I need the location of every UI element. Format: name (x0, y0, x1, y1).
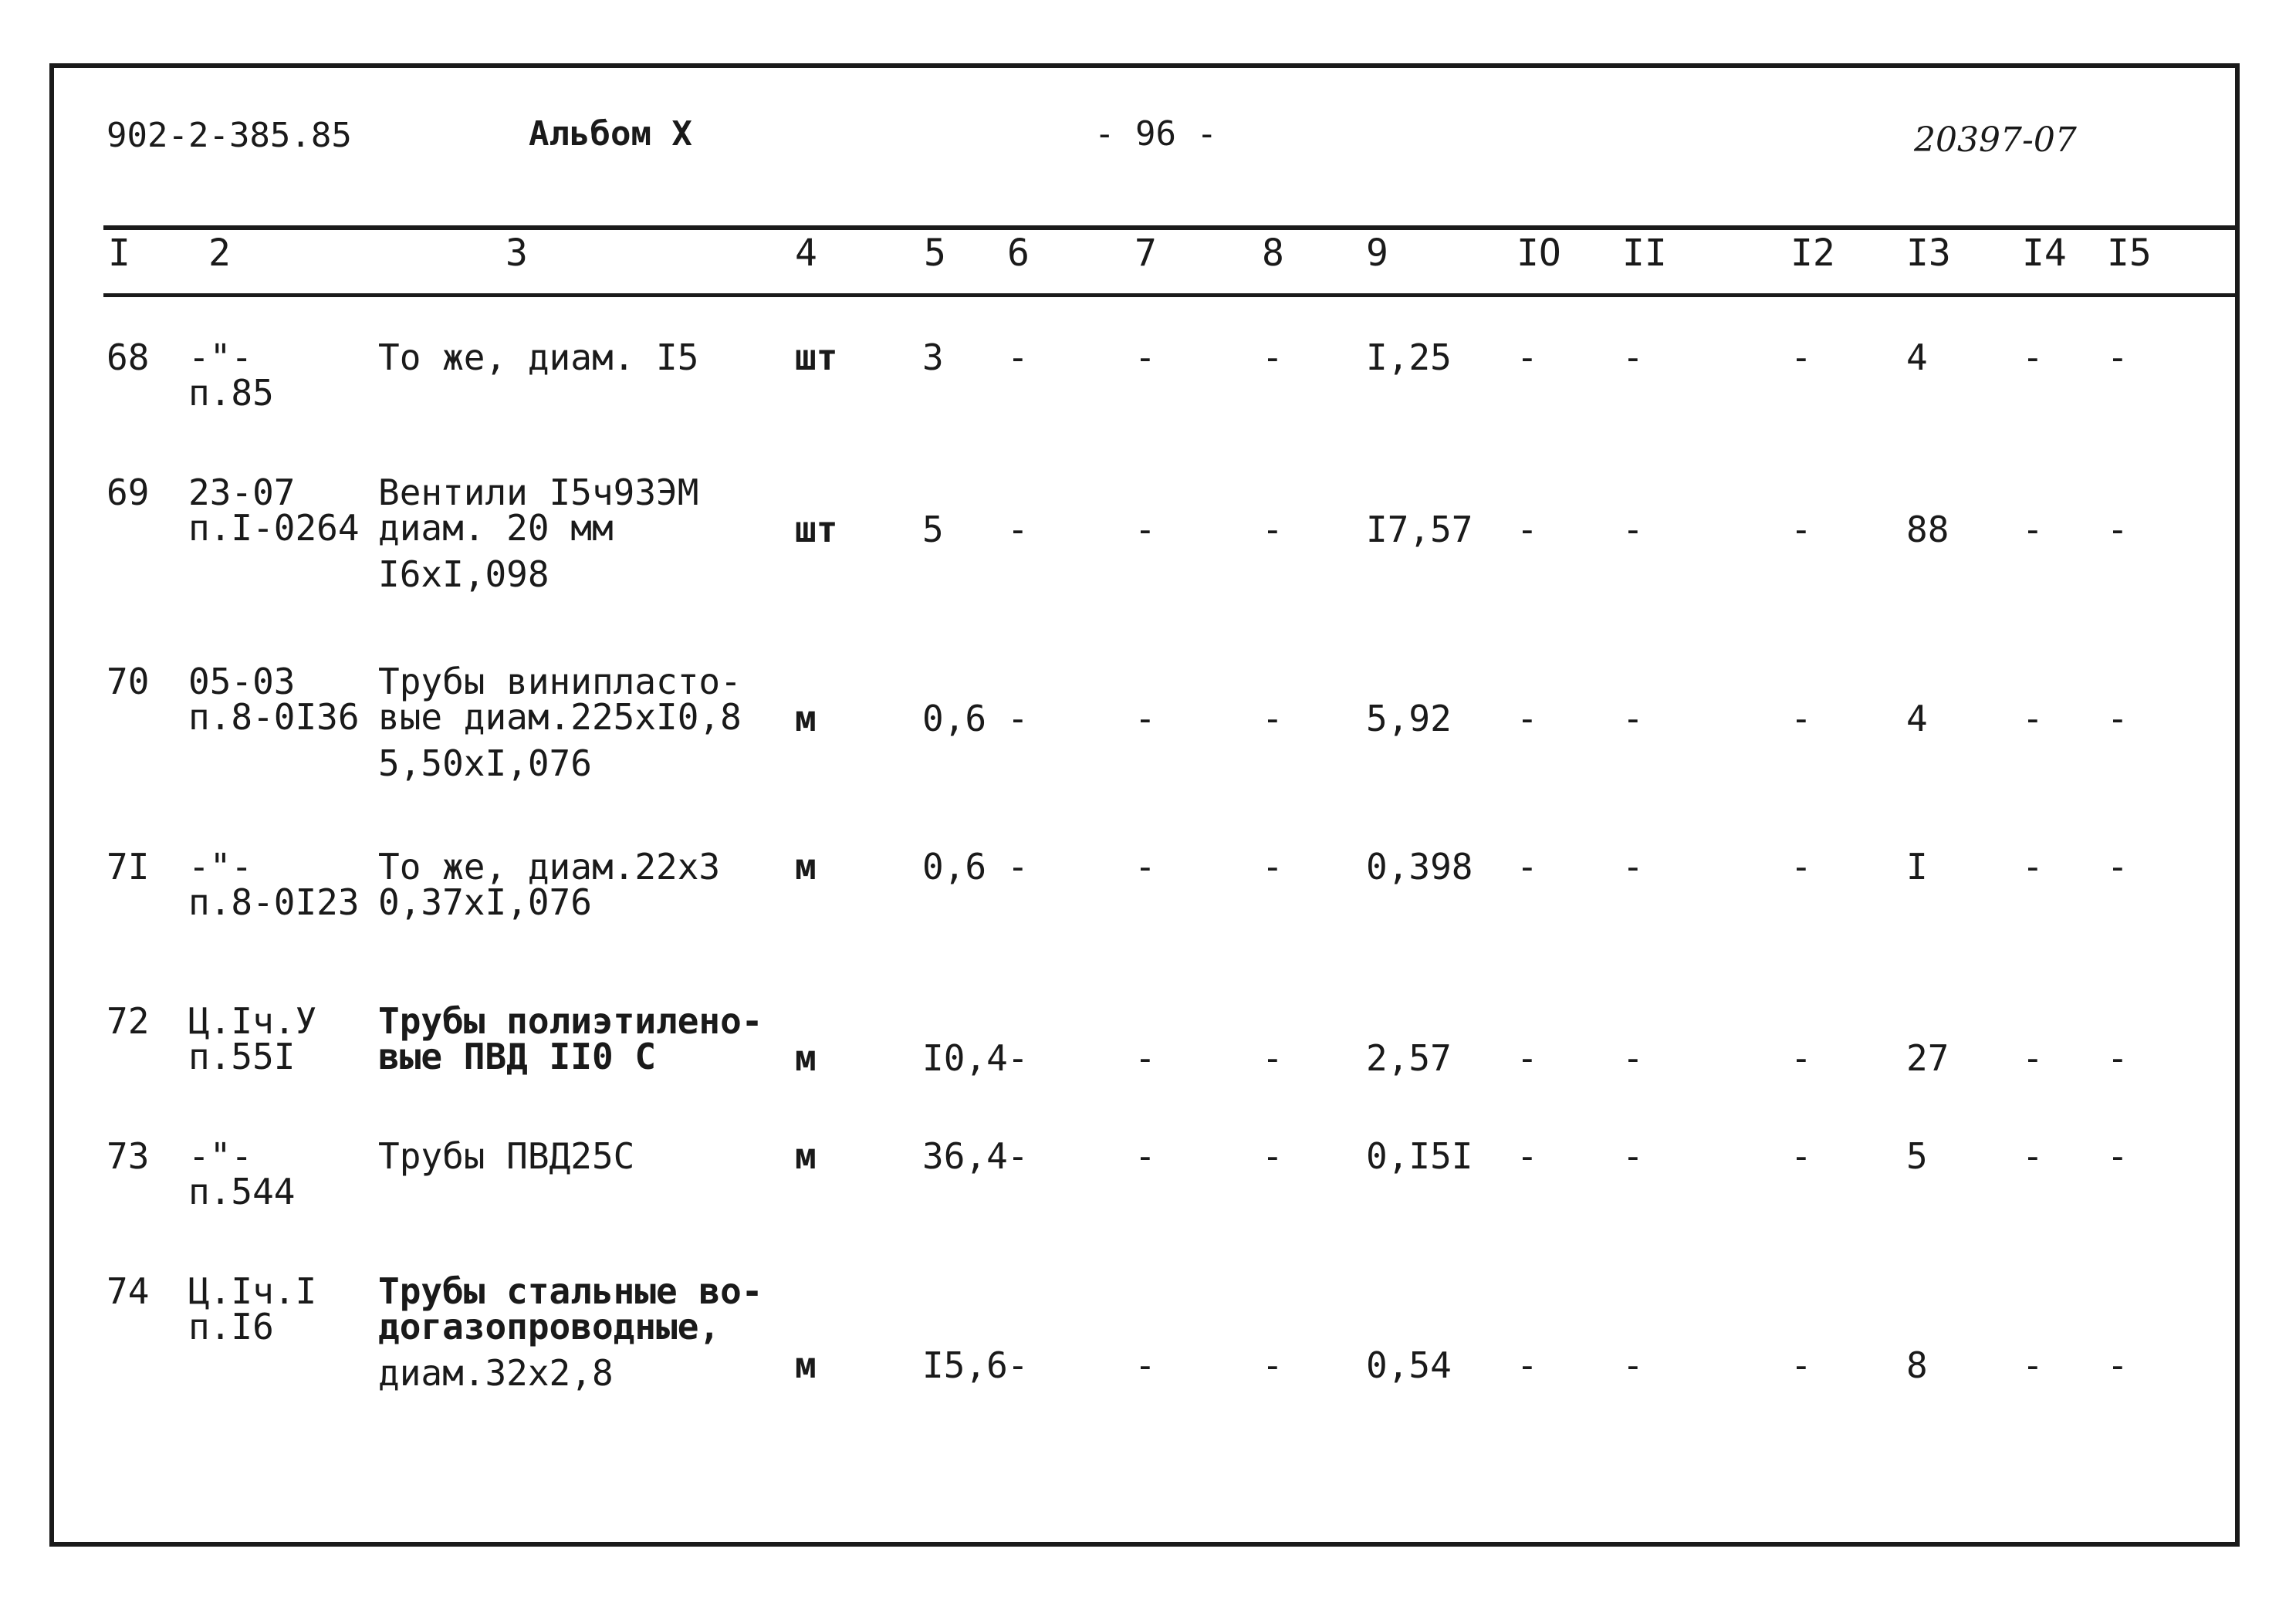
row-value-col-9: 0,398 (1366, 846, 1473, 888)
row-code-line: п.85 (188, 372, 274, 414)
column-header-1: I (108, 232, 130, 275)
row-code-line: Ц.Iч.I (188, 1270, 317, 1312)
row-code-line: п.8-0I36 (188, 696, 360, 738)
row-name-line: I6xI,098 (378, 553, 549, 595)
row-value-col-6: - (1007, 336, 1029, 378)
row-value-col-14: - (2022, 509, 2044, 550)
row-number: 7I (107, 846, 150, 888)
row-value-col-12: - (1790, 509, 1812, 550)
row-value-col-7: - (1134, 698, 1156, 739)
row-value-col-10: - (1517, 336, 1538, 378)
column-header-14: I4 (2022, 232, 2067, 275)
row-code-line: Ц.Iч.У (188, 1000, 317, 1042)
row-name-line: вые диам.225xI0,8 (378, 696, 742, 738)
row-value-col-6: - (1007, 1135, 1029, 1177)
column-header-15: I5 (2107, 232, 2152, 275)
row-name-line: диам.32x2,8 (378, 1352, 614, 1394)
row-value-col-15: - (2107, 698, 2129, 739)
row-name-line: То же, диам. I5 (378, 336, 699, 378)
row-name-line: 5,50xI,076 (378, 742, 592, 784)
column-header-3: 3 (506, 232, 528, 275)
row-number: 73 (107, 1135, 150, 1177)
row-name-line: Трубы стальные во- (378, 1270, 763, 1312)
row-value-col-15: - (2107, 509, 2129, 550)
row-value-col-11: - (1622, 336, 1644, 378)
column-header-4: 4 (795, 232, 817, 275)
column-header-11: II (1622, 232, 1667, 275)
row-unit: шт (795, 336, 838, 378)
row-value-col-9: 0,54 (1366, 1344, 1452, 1386)
row-code-line: п.I-0264 (188, 507, 360, 549)
row-value-col-11: - (1622, 1135, 1644, 1177)
row-value-col-12: - (1790, 1135, 1812, 1177)
row-value-col-15: - (2107, 1135, 2129, 1177)
row-value-col-13: 5 (1906, 1135, 1928, 1177)
row-value-col-11: - (1622, 509, 1644, 550)
column-header-10: IO (1517, 232, 1561, 275)
row-unit: м (795, 1037, 817, 1079)
row-value-col-10: - (1517, 1135, 1538, 1177)
row-value-col-6: - (1007, 1037, 1029, 1079)
row-value-col-14: - (2022, 1037, 2044, 1079)
row-value-col-5: 5 (922, 509, 944, 550)
album-label: Альбом X (529, 114, 692, 154)
row-unit: м (795, 1344, 817, 1386)
row-value-col-11: - (1622, 698, 1644, 739)
row-value-col-12: - (1790, 1037, 1812, 1079)
row-name-line: Трубы полиэтилено- (378, 1000, 763, 1042)
row-name-line: Трубы ПВД25С (378, 1135, 635, 1177)
row-code-line: п.I6 (188, 1306, 274, 1348)
row-value-col-8: - (1262, 1135, 1283, 1177)
sheet-code: 20397-07 (1914, 120, 2077, 160)
row-number: 74 (107, 1270, 150, 1312)
row-value-col-5: 36,4 (922, 1135, 1008, 1177)
row-value-col-9: I,25 (1366, 336, 1452, 378)
row-code-line: 23-07 (188, 472, 296, 513)
row-value-col-15: - (2107, 1037, 2129, 1079)
row-value-col-12: - (1790, 336, 1812, 378)
row-value-col-13: 4 (1906, 336, 1928, 378)
row-code-line: п.544 (188, 1171, 296, 1212)
row-value-col-9: 0,I5I (1366, 1135, 1473, 1177)
row-value-col-14: - (2022, 336, 2044, 378)
column-header-2: 2 (208, 232, 231, 275)
row-name-line: диам. 20 мм (378, 507, 614, 549)
row-value-col-8: - (1262, 336, 1283, 378)
row-value-col-14: - (2022, 698, 2044, 739)
row-value-col-11: - (1622, 846, 1644, 888)
row-value-col-7: - (1134, 846, 1156, 888)
row-value-col-14: - (2022, 846, 2044, 888)
row-value-col-13: 88 (1906, 509, 1949, 550)
row-value-col-6: - (1007, 509, 1029, 550)
row-value-col-8: - (1262, 1037, 1283, 1079)
row-value-col-5: I5,6 (922, 1344, 1008, 1386)
row-name-line: 0,37xI,076 (378, 881, 592, 923)
row-value-col-6: - (1007, 846, 1029, 888)
column-header-8: 8 (1262, 232, 1284, 275)
row-name-line: Вентили I5ч93ЭМ (378, 472, 699, 513)
row-unit: м (795, 1135, 817, 1177)
row-name-line: догазопроводные, (378, 1306, 721, 1348)
column-header-9: 9 (1366, 232, 1388, 275)
row-value-col-6: - (1007, 698, 1029, 739)
header-top-rule (103, 225, 2235, 230)
row-value-col-15: - (2107, 846, 2129, 888)
page-number: - 96 - (1094, 114, 1217, 154)
column-header-13: I3 (1906, 232, 1951, 275)
row-value-col-7: - (1134, 336, 1156, 378)
doc-code: 902-2-385.85 (107, 116, 352, 155)
row-value-col-10: - (1517, 846, 1538, 888)
row-value-col-9: 5,92 (1366, 698, 1452, 739)
row-value-col-15: - (2107, 1344, 2129, 1386)
row-value-col-5: 3 (922, 336, 944, 378)
row-unit: м (795, 846, 817, 888)
row-value-col-15: - (2107, 336, 2129, 378)
row-value-col-8: - (1262, 509, 1283, 550)
row-value-col-13: 4 (1906, 698, 1928, 739)
row-name-line: То же, диам.22x3 (378, 846, 721, 888)
row-value-col-14: - (2022, 1344, 2044, 1386)
row-value-col-13: 27 (1906, 1037, 1949, 1079)
row-value-col-13: 8 (1906, 1344, 1928, 1386)
row-value-col-8: - (1262, 846, 1283, 888)
row-value-col-10: - (1517, 1344, 1538, 1386)
row-number: 72 (107, 1000, 150, 1042)
row-value-col-5: 0,6 (922, 846, 987, 888)
row-value-col-12: - (1790, 698, 1812, 739)
row-value-col-5: 0,6 (922, 698, 987, 739)
row-value-col-5: I0,4 (922, 1037, 1008, 1079)
row-number: 68 (107, 336, 150, 378)
row-value-col-9: 2,57 (1366, 1037, 1452, 1079)
row-value-col-12: - (1790, 846, 1812, 888)
row-number: 70 (107, 661, 150, 702)
row-value-col-7: - (1134, 1135, 1156, 1177)
row-code-line: п.8-0I23 (188, 881, 360, 923)
row-number: 69 (107, 472, 150, 513)
row-code-line: -"- (188, 1135, 253, 1177)
row-value-col-9: I7,57 (1366, 509, 1473, 550)
row-name-line: вые ПВД II0 С (378, 1036, 657, 1077)
row-code-line: -"- (188, 336, 253, 378)
row-unit: шт (795, 509, 838, 550)
column-header-7: 7 (1134, 232, 1157, 275)
row-value-col-11: - (1622, 1344, 1644, 1386)
column-header-5: 5 (924, 232, 946, 275)
row-value-col-14: - (2022, 1135, 2044, 1177)
row-value-col-10: - (1517, 698, 1538, 739)
row-name-line: Трубы винипласто- (378, 661, 742, 702)
row-value-col-7: - (1134, 1344, 1156, 1386)
row-value-col-7: - (1134, 509, 1156, 550)
column-header-6: 6 (1007, 232, 1030, 275)
row-value-col-10: - (1517, 1037, 1538, 1079)
row-value-col-7: - (1134, 1037, 1156, 1079)
row-unit: м (795, 698, 817, 739)
row-code-line: -"- (188, 846, 253, 888)
row-value-col-13: I (1906, 846, 1928, 888)
row-value-col-8: - (1262, 698, 1283, 739)
header-bottom-rule (103, 293, 2235, 297)
column-header-12: I2 (1790, 232, 1835, 275)
row-value-col-12: - (1790, 1344, 1812, 1386)
row-value-col-8: - (1262, 1344, 1283, 1386)
row-code-line: 05-03 (188, 661, 296, 702)
row-value-col-10: - (1517, 509, 1538, 550)
row-code-line: п.55I (188, 1036, 296, 1077)
row-value-col-11: - (1622, 1037, 1644, 1079)
row-value-col-6: - (1007, 1344, 1029, 1386)
